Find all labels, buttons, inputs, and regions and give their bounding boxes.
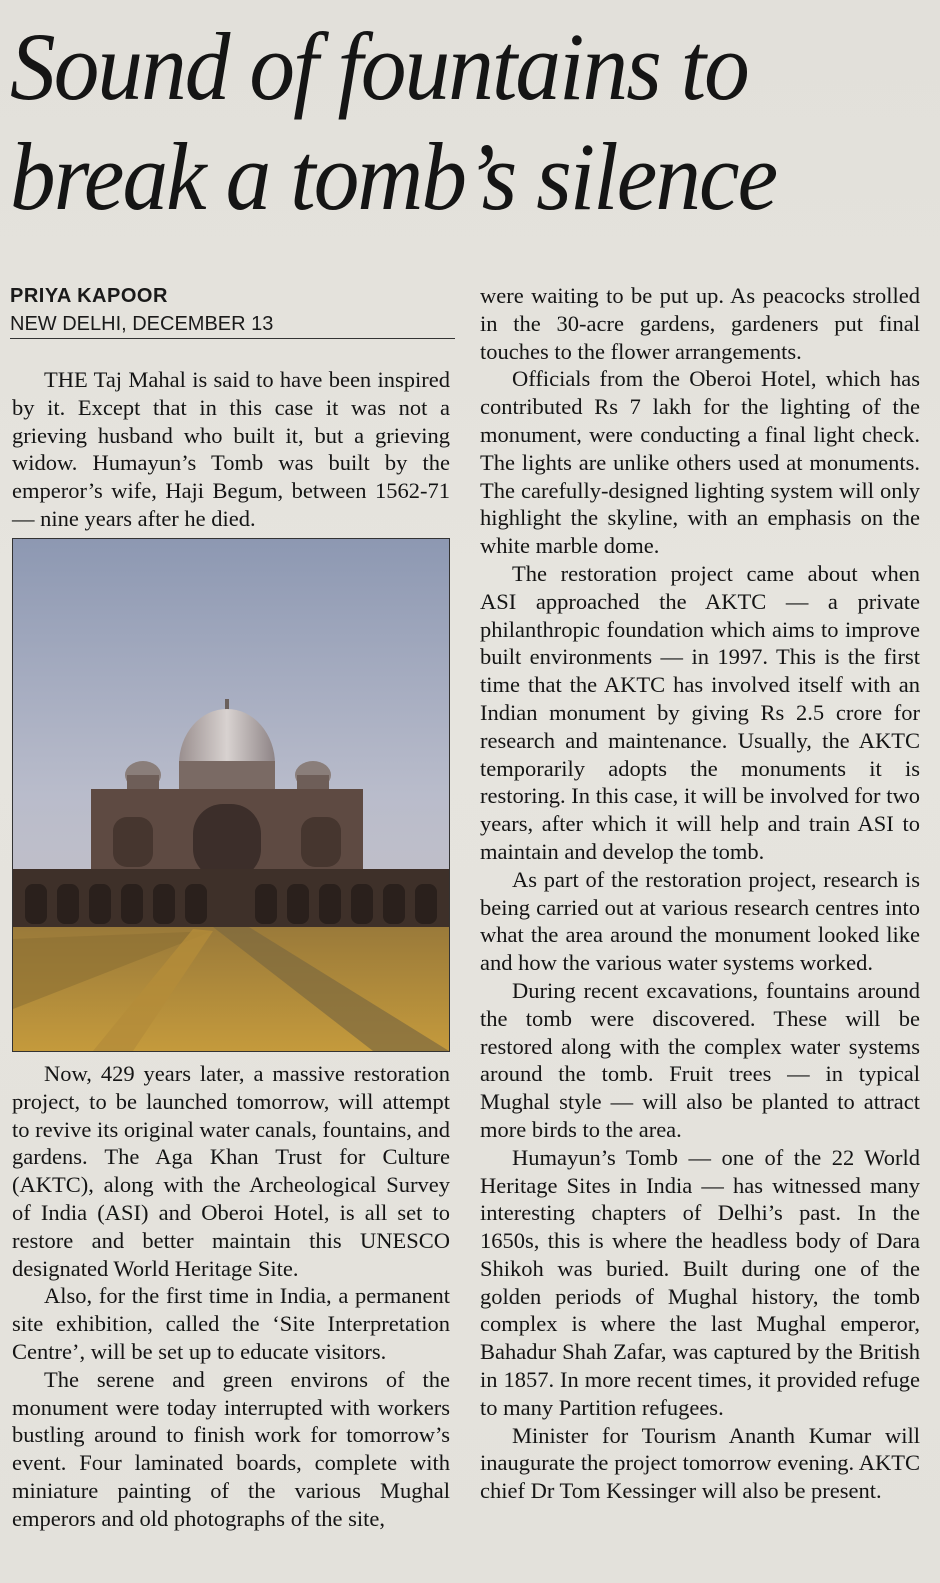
- headline: [10, 12, 884, 232]
- tomb-photo-icon: [13, 539, 449, 1051]
- paragraph: The restoration project came about when ASI approached the AKTC — a private philanthropic foundation which aims to improve built environments — in 1997. This is the first time that the AKTC has involved itself with an Indian monument by giving Rs 2.5 crore for research and maintenance. Usually, the AKTC temporarily adopts the monuments it is restoring. In this case, it will be involved for two years, after which it will help and train ASI to maintain and develop the tomb.: [480, 560, 920, 864]
- byline: [10, 282, 475, 338]
- paragraph: Humayun’s Tomb — one of the 22 World Heritage Sites in India — has witnessed many interesting chapters of Delhi’s past. In the 1650s, this is where the headless body of Dara Shikoh was buried. Built during one of the golden periods of Mughal history, the tomb complex is where the last Mughal emperor, Bahadur Shah Zafar, was captured by the British in 1857. In more recent times, it provided refuge to many Partition refugees.: [480, 1144, 920, 1420]
- paragraph: THE Taj Mahal is said to have been inspired by it. Except that in this case it was not a grieving husband who built it, but a grieving widow. Humayun’s Tomb was built by the emperor’s wife, Haji Begum, between 1562-71 — nine years after he died.: [12, 367, 450, 531]
- dateline: NEW DELHI, DECEMBER 13: [10, 313, 274, 335]
- headline-line-1: Sound of fountains to: [10, 13, 748, 120]
- humayun-tomb-photo: [12, 538, 450, 1052]
- paragraph: Also, for the first time in India, a permanent site exhibition, called the ‘Site Interpretation Centre’, will be set up to educate visitors.: [12, 1283, 450, 1364]
- paragraph: Now, 429 years later, a massive restoration project, to be launched tomorrow, will attempt to revive its original water canals, fountains, and gardens. The Aga Khan Trust for Culture (AKTC), along with the Archeological Survey of India (ASI) and Oberoi Hotel, is all set to restore and better maintain this UNESCO designated World Heritage Site.: [12, 1061, 450, 1281]
- paragraph: were waiting to be put up. As peacocks strolled in the 30-acre gardens, gardeners put final touches to the flower arrangements.: [480, 283, 920, 364]
- paragraph: As part of the restoration project, research is being carried out at various research centres into what the area around the monument looked like and how the various water systems worked.: [480, 866, 920, 976]
- left-column-bottom: [12, 1060, 450, 1533]
- paragraph: During recent excavations, fountains around the tomb were discovered. These will be restored along with the complex water systems around the tomb. Fruit trees — in typical Mughal style — will also be planted to attract more birds to the area.: [480, 977, 920, 1142]
- right-column: [480, 282, 920, 1505]
- byline-divider: [10, 338, 455, 339]
- paragraph: Minister for Tourism Ananth Kumar will inaugurate the project tomorrow evening. AKTC chief Dr Tom Kessinger will also be present.: [480, 1422, 920, 1504]
- paragraph: Officials from the Oberoi Hotel, which has contributed Rs 7 lakh for the lighting of the monument, were conducting a final light check. The lights are unlike others used at monuments. The carefully-designed lighting system will only highlight the skyline, with an emphasis on the white marble dome.: [480, 366, 920, 559]
- left-column-top: [12, 366, 450, 533]
- headline-line-2: break a tomb’s silence: [10, 123, 777, 230]
- author-name: PRIYA KAPOOR: [10, 285, 168, 307]
- paragraph: The serene and green environs of the monument were today interrupted with workers bustling around to finish work for tomorrow’s event. Four laminated boards, complete with miniature painting of the various Mughal emperors and old photographs of the site,: [12, 1366, 450, 1531]
